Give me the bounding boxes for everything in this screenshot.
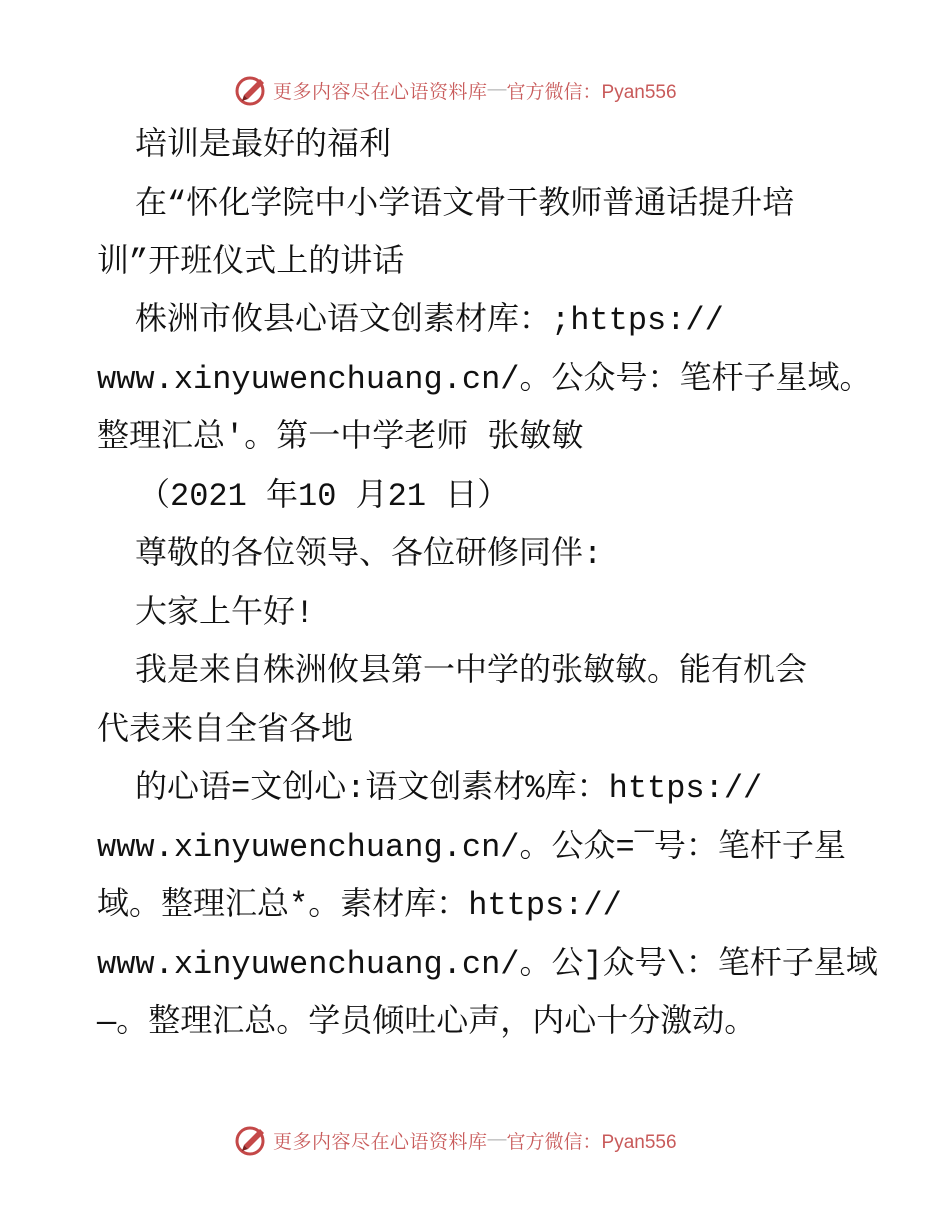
- watermark-separator: —: [487, 79, 507, 100]
- watermark-contact: 官方微信：Pyan556: [506, 81, 677, 103]
- paragraph-line-7: —。整理汇总。学员倾吐心声，内心十分激动。: [97, 1004, 757, 1041]
- salutation-line: 尊敬的各位领导、各位研修同伴:: [135, 536, 603, 573]
- pen-logo-icon: [235, 73, 269, 107]
- paragraph-line-4: www.xinyuwenchuang.cn/。公众=¯号：笔杆子星: [97, 829, 846, 866]
- footer-watermark: [235, 1123, 677, 1157]
- author-line-3: 整理汇总′。第一中学老师 张敏敏: [97, 419, 584, 456]
- paragraph-line-1: 我是来自株洲攸县第一中学的张敏敏。能有机会: [135, 653, 808, 690]
- subtitle-line-1: 在“怀化学院中小学语文骨干教师普通话提升培: [135, 186, 795, 223]
- paragraph-line-6: www.xinyuwenchuang.cn/。公]众号\：笔杆子星域: [97, 946, 878, 983]
- date-line: （2021 年10 月21 日）: [138, 478, 510, 515]
- greeting-line: 大家上午好!: [135, 595, 315, 632]
- document-title: 培训是最好的福利: [135, 127, 392, 164]
- author-line-1: 株洲市攸县心语文创素材库：;https://: [135, 302, 724, 339]
- pen-logo-icon: [235, 1123, 269, 1157]
- watermark-main-text: 更多内容尽在心语资料库: [273, 1130, 488, 1153]
- subtitle-line-2: 训”开班仪式上的讲话: [97, 244, 405, 281]
- watermark-main-text: 更多内容尽在心语资料库: [273, 80, 488, 103]
- watermark-contact: 官方微信：Pyan556: [506, 1131, 677, 1153]
- author-line-2: www.xinyuwenchuang.cn/。公众号：笔杆子星域。: [97, 361, 872, 398]
- paragraph-line-2: 代表来自全省各地: [97, 712, 354, 749]
- paragraph-line-3: 的心语=文创心:语文创素材%库：https://: [135, 770, 763, 807]
- watermark-separator: —: [487, 1129, 507, 1150]
- header-watermark: [235, 73, 677, 107]
- paragraph-line-5: 域。整理汇总*。素材库：https://: [97, 887, 622, 924]
